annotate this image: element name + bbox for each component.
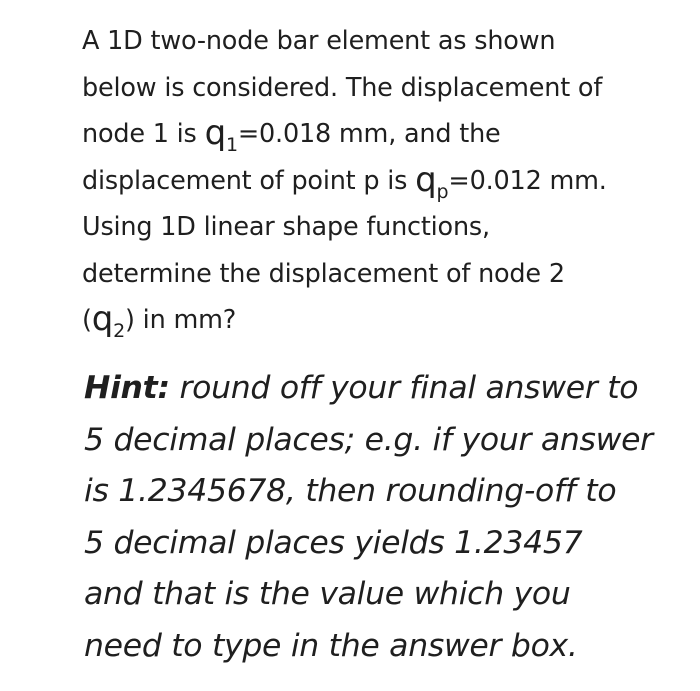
question-line-4-start: displacement of point p is bbox=[82, 165, 416, 196]
hint-line-2: 5 decimal places; e.g. if your answer bbox=[84, 421, 653, 458]
hint-label: Hint: bbox=[84, 370, 170, 406]
question-line-1: A 1D two-node bar element as shown bbox=[82, 26, 556, 56]
hint-line-6: need to type in the answer box. bbox=[84, 627, 578, 664]
qp-symbol: q bbox=[415, 159, 437, 200]
hint-line-3: is 1.2345678, then rounding-off to bbox=[84, 473, 617, 509]
hint-line-4: 5 decimal places yields 1.23457 bbox=[84, 524, 583, 561]
hint-text bbox=[84, 363, 684, 672]
q2-symbol: q bbox=[91, 299, 114, 339]
hint-line-1-rest: round off your final answer to bbox=[169, 370, 639, 406]
q2-subscript: 2 bbox=[113, 320, 126, 342]
question-line-4-end: =0.012 mm. bbox=[448, 165, 607, 196]
question-line-7 bbox=[82, 297, 682, 344]
question-text bbox=[82, 18, 682, 344]
hint-line-1 bbox=[84, 363, 684, 415]
q1-symbol: q bbox=[204, 113, 226, 153]
question-line-5: Using 1D linear shape functions, bbox=[82, 212, 490, 242]
question-line-7-end: ) in mm? bbox=[125, 305, 237, 335]
question-line-4 bbox=[82, 158, 682, 205]
question-line-3 bbox=[82, 111, 682, 158]
question-line-3-end: =0.018 mm, and the bbox=[237, 119, 501, 149]
question-line-2: below is considered. The displacement of bbox=[82, 72, 603, 103]
question-line-7-start: ( bbox=[82, 305, 92, 335]
question-line-3-start: node 1 is bbox=[82, 119, 205, 149]
q1-subscript: 1 bbox=[225, 134, 238, 156]
question-line-6: determine the displacement of node 2 bbox=[82, 258, 565, 289]
hint-line-5: and that is the value which you bbox=[84, 576, 571, 612]
qp-subscript: p bbox=[436, 180, 449, 203]
